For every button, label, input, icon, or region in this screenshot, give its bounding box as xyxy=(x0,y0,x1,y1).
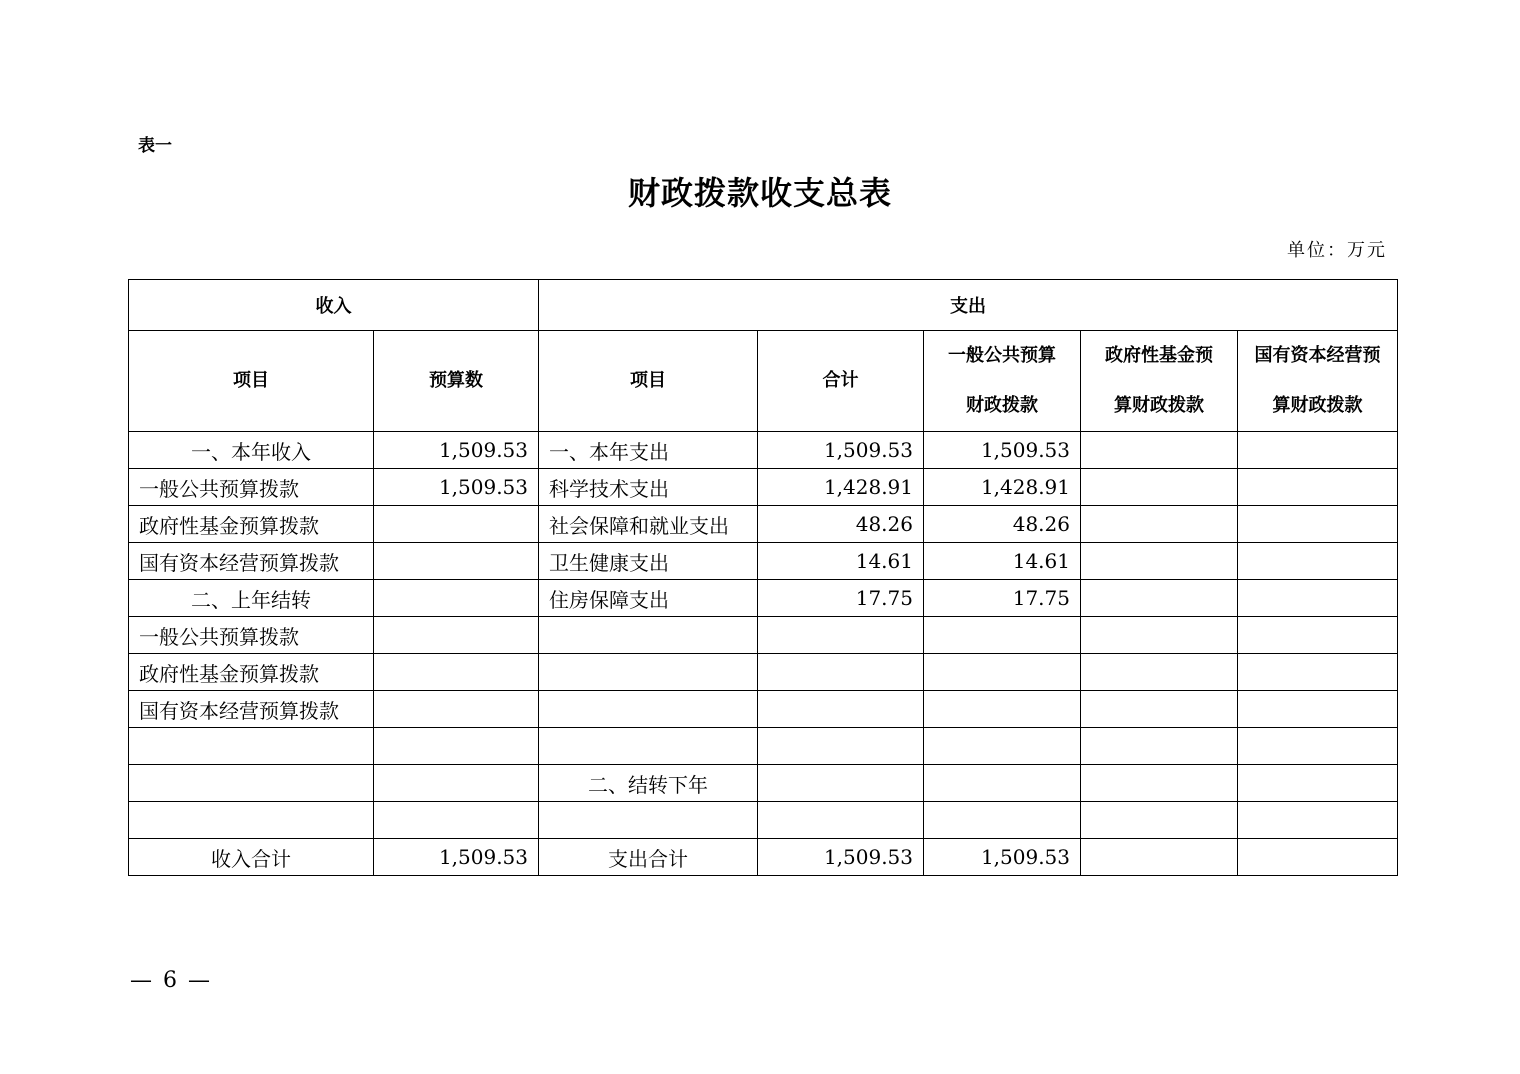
expense-item-cell: 社会保障和就业支出 xyxy=(539,506,758,543)
state-capital-cell xyxy=(1238,432,1398,469)
general-public-header xyxy=(924,331,1081,432)
state-capital-cell xyxy=(1238,543,1398,580)
gov-fund-cell xyxy=(1081,691,1238,728)
general-public-cell: 1,509.53 xyxy=(924,839,1081,876)
table-row xyxy=(129,617,1398,654)
gov-fund-cell xyxy=(1081,802,1238,839)
column-header-row xyxy=(129,331,1398,432)
expense-total-cell xyxy=(758,691,924,728)
expense-total-cell xyxy=(758,728,924,765)
expense-item-cell xyxy=(539,617,758,654)
expense-item-cell xyxy=(539,802,758,839)
state-capital-cell xyxy=(1238,839,1398,876)
income-item-cell xyxy=(129,765,374,802)
gov-fund-cell xyxy=(1081,765,1238,802)
expense-total-cell: 17.75 xyxy=(758,580,924,617)
page-number: — 6 — xyxy=(130,968,212,993)
income-item-cell: 一、本年收入 xyxy=(129,432,374,469)
general-public-cell: 14.61 xyxy=(924,543,1081,580)
income-item-cell: 二、上年结转 xyxy=(129,580,374,617)
income-item-header: 项目 xyxy=(129,331,374,432)
general-public-header-line2: 财政拨款 xyxy=(966,395,1038,416)
expense-item-cell: 卫生健康支出 xyxy=(539,543,758,580)
general-public-cell: 48.26 xyxy=(924,506,1081,543)
expense-total-header: 合计 xyxy=(758,331,924,432)
expense-item-cell: 住房保障支出 xyxy=(539,580,758,617)
general-public-cell xyxy=(924,617,1081,654)
income-budget-cell: 1,509.53 xyxy=(374,839,539,876)
expense-total-cell xyxy=(758,765,924,802)
gov-fund-cell xyxy=(1081,728,1238,765)
expense-total-cell: 1,509.53 xyxy=(758,839,924,876)
income-budget-cell xyxy=(374,543,539,580)
gov-fund-cell xyxy=(1081,432,1238,469)
unit-label: 单位：万元 xyxy=(1287,240,1387,261)
expense-item-cell: 一、本年支出 xyxy=(539,432,758,469)
general-public-cell: 17.75 xyxy=(924,580,1081,617)
income-item-cell: 政府性基金预算拨款 xyxy=(129,654,374,691)
state-capital-cell xyxy=(1238,765,1398,802)
state-capital-cell xyxy=(1238,802,1398,839)
table-row xyxy=(129,469,1398,506)
gov-fund-header-line2: 算财政拨款 xyxy=(1114,395,1204,416)
expense-item-cell xyxy=(539,654,758,691)
general-public-cell xyxy=(924,691,1081,728)
income-item-cell: 国有资本经营预算拨款 xyxy=(129,691,374,728)
income-item-cell: 一般公共预算拨款 xyxy=(129,617,374,654)
general-public-cell: 1,509.53 xyxy=(924,432,1081,469)
table-label: 表一 xyxy=(138,136,172,156)
expense-total-cell xyxy=(758,802,924,839)
expense-item-cell xyxy=(539,728,758,765)
general-public-cell xyxy=(924,654,1081,691)
gov-fund-header-line1: 政府性基金预 xyxy=(1105,345,1213,366)
expense-total-cell: 48.26 xyxy=(758,506,924,543)
state-capital-cell xyxy=(1238,654,1398,691)
group-header-row xyxy=(129,280,1398,331)
table-row xyxy=(129,728,1398,765)
table-row xyxy=(129,839,1398,876)
income-budget-header: 预算数 xyxy=(374,331,539,432)
gov-fund-header xyxy=(1081,331,1238,432)
general-public-cell xyxy=(924,728,1081,765)
gov-fund-cell xyxy=(1081,654,1238,691)
state-capital-cell xyxy=(1238,469,1398,506)
state-capital-cell xyxy=(1238,617,1398,654)
gov-fund-cell xyxy=(1081,617,1238,654)
income-group-header: 收入 xyxy=(129,280,539,331)
income-budget-cell: 1,509.53 xyxy=(374,469,539,506)
general-public-cell xyxy=(924,802,1081,839)
expense-item-cell xyxy=(539,691,758,728)
state-capital-header xyxy=(1238,331,1398,432)
income-budget-cell xyxy=(374,580,539,617)
state-capital-cell xyxy=(1238,728,1398,765)
state-capital-header-line1: 国有资本经营预 xyxy=(1254,345,1381,366)
table-row xyxy=(129,506,1398,543)
income-item-cell: 收入合计 xyxy=(129,839,374,876)
income-item-cell xyxy=(129,728,374,765)
gov-fund-cell xyxy=(1081,839,1238,876)
expense-total-cell: 1,428.91 xyxy=(758,469,924,506)
income-budget-cell xyxy=(374,654,539,691)
fiscal-summary-table xyxy=(128,279,1398,876)
general-public-header-line1: 一般公共预算 xyxy=(948,345,1056,366)
income-budget-cell xyxy=(374,617,539,654)
income-item-cell xyxy=(129,802,374,839)
income-item-cell: 一般公共预算拨款 xyxy=(129,469,374,506)
gov-fund-cell xyxy=(1081,506,1238,543)
expense-item-cell: 支出合计 xyxy=(539,839,758,876)
table-row xyxy=(129,802,1398,839)
table-row xyxy=(129,580,1398,617)
state-capital-header-line2: 算财政拨款 xyxy=(1272,395,1363,416)
state-capital-cell xyxy=(1238,506,1398,543)
income-budget-cell xyxy=(374,506,539,543)
page-title: 财政拨款收支总表 xyxy=(627,174,892,212)
table-row xyxy=(129,654,1398,691)
expense-total-cell xyxy=(758,617,924,654)
table-row xyxy=(129,432,1398,469)
expense-item-cell: 科学技术支出 xyxy=(539,469,758,506)
table-row xyxy=(129,765,1398,802)
income-budget-cell xyxy=(374,728,539,765)
gov-fund-cell xyxy=(1081,543,1238,580)
expense-item-cell: 二、结转下年 xyxy=(539,765,758,802)
table-row xyxy=(129,543,1398,580)
expense-total-cell xyxy=(758,654,924,691)
income-budget-cell: 1,509.53 xyxy=(374,432,539,469)
income-budget-cell xyxy=(374,802,539,839)
income-budget-cell xyxy=(374,765,539,802)
gov-fund-cell xyxy=(1081,469,1238,506)
expense-group-header: 支出 xyxy=(539,280,1398,331)
general-public-cell xyxy=(924,765,1081,802)
income-item-cell: 国有资本经营预算拨款 xyxy=(129,543,374,580)
table-row xyxy=(129,691,1398,728)
state-capital-cell xyxy=(1238,580,1398,617)
general-public-cell: 1,428.91 xyxy=(924,469,1081,506)
expense-total-cell: 14.61 xyxy=(758,543,924,580)
income-budget-cell xyxy=(374,691,539,728)
expense-total-cell: 1,509.53 xyxy=(758,432,924,469)
income-item-cell: 政府性基金预算拨款 xyxy=(129,506,374,543)
expense-item-header: 项目 xyxy=(539,331,758,432)
gov-fund-cell xyxy=(1081,580,1238,617)
state-capital-cell xyxy=(1238,691,1398,728)
